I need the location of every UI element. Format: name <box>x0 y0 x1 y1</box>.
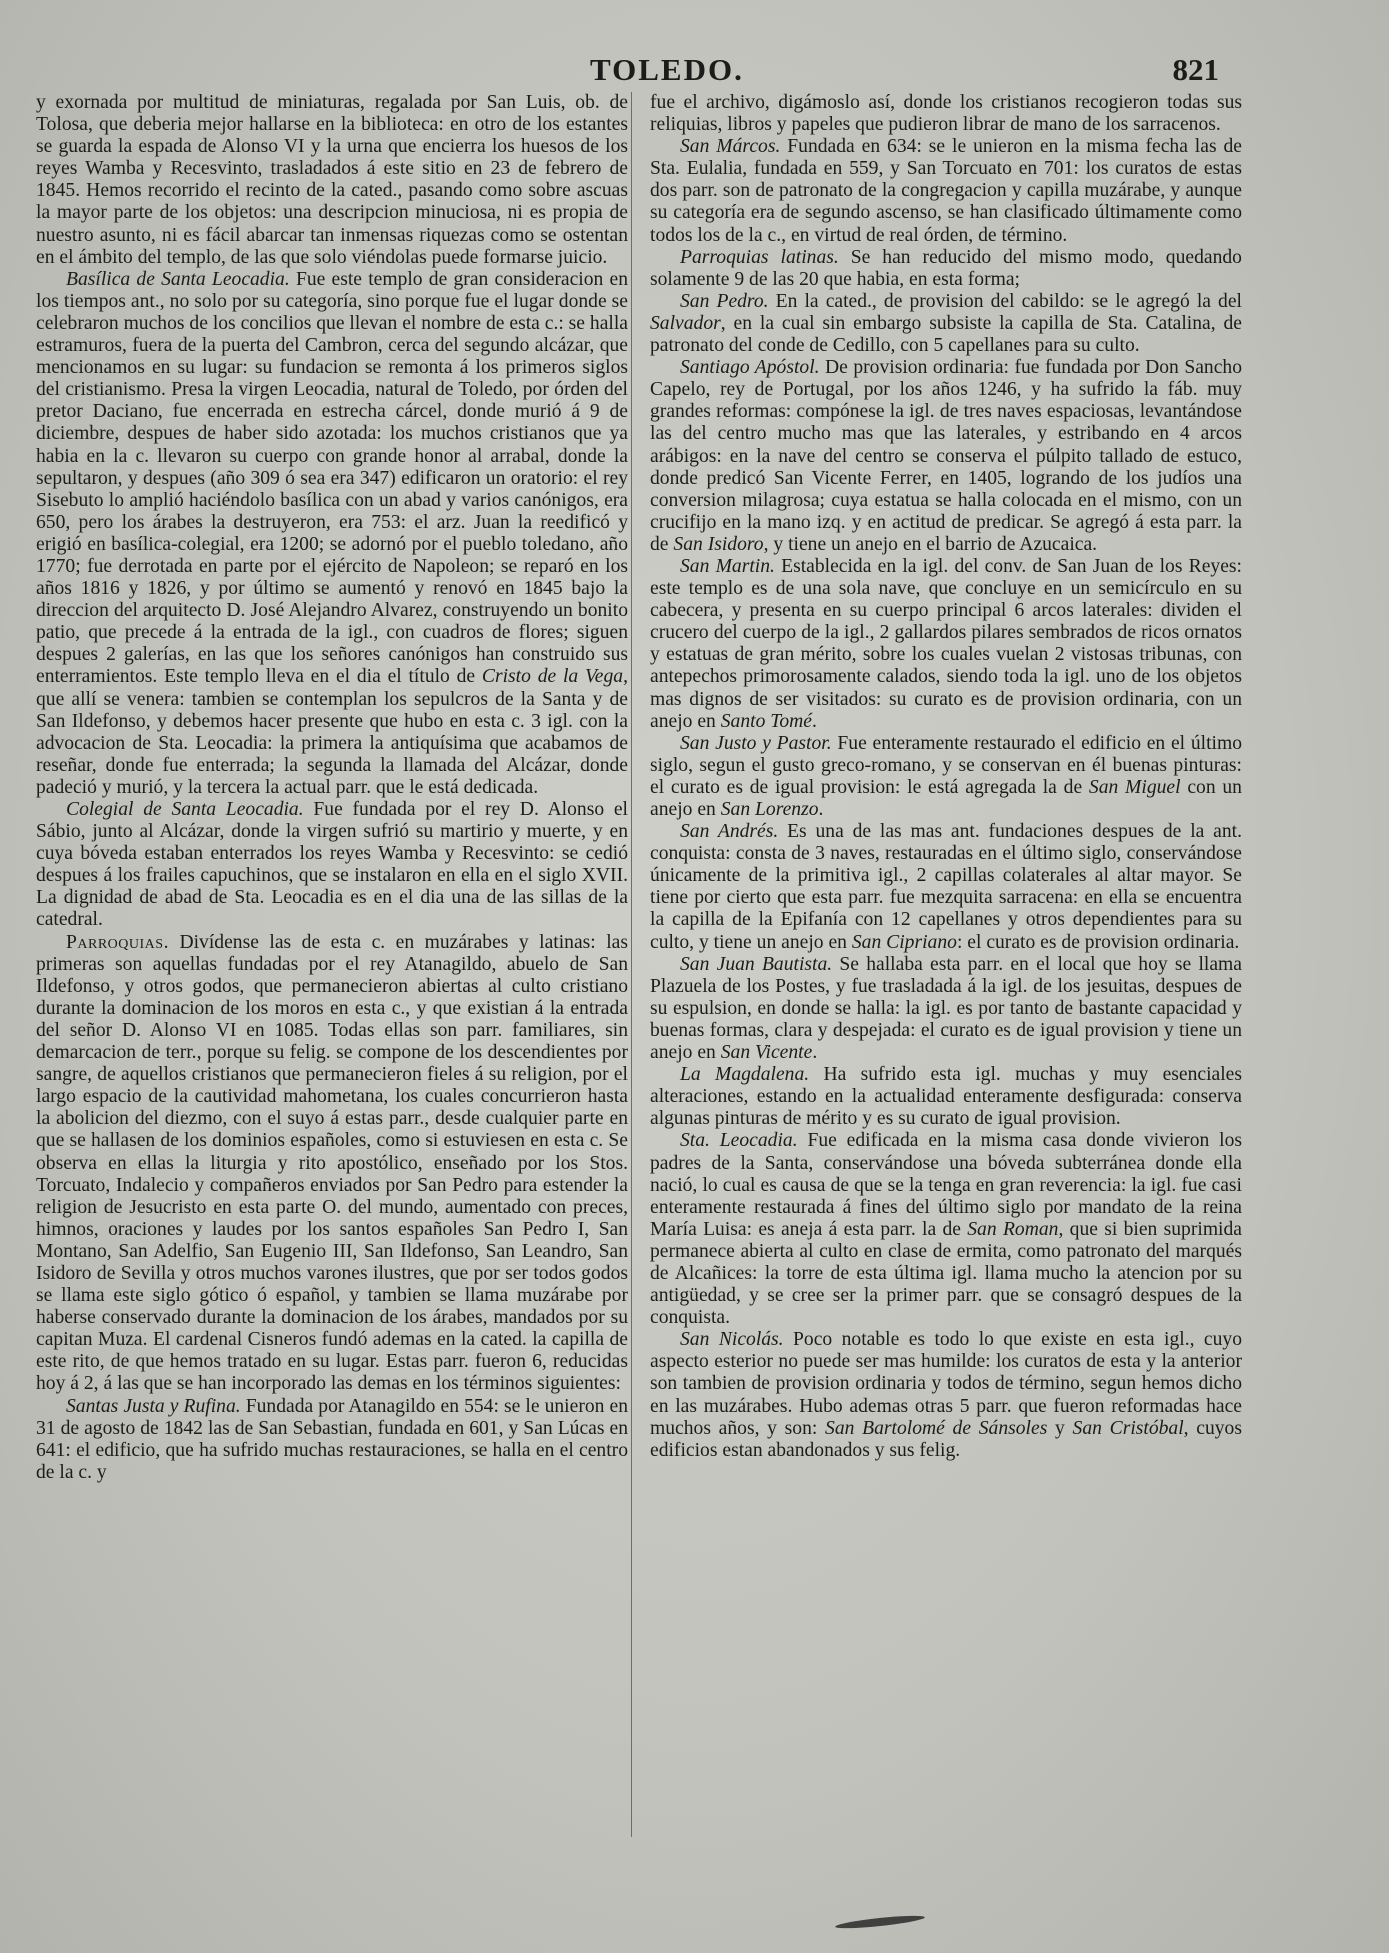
text-run: Fue fundada por el rey D. Alonso el Sábio, junto al Alcázar, donde la virgen sufrió su martirio y muerte, y en cuya bóveda estaban enterrados los reyes Wamba y Recesvinto: se cedió despues á los frailes capuchinos, que se instalaron en ella en el siglo XVII. La dignidad de abad de Sta. Leocadia es en el dia una de las sillas de la catedral. <box>36 799 628 931</box>
italic-run: Salvador <box>650 312 721 334</box>
italic-run: San Martin. <box>680 555 775 577</box>
text-run: , que allí se venera: tambien se contemplan los sepulcros de la Santa y de San Ildefonso, y debemos hacer presente que hubo en esta c. 3 igl. con la advocacion de Sta. Leocadia: la primera la antiquísima que acabamos de reseñar, donde fue enterrada; la segunda la llamada del Alcázar, donde padeció y murió, y la tercera la actual parr. que le está dedicada. <box>36 666 628 798</box>
paragraph <box>650 291 1242 357</box>
column-divider <box>631 92 632 1837</box>
text-run: . <box>818 799 824 820</box>
text-run: y <box>1047 1417 1073 1439</box>
paragraph <box>36 92 628 269</box>
italic-run: San Juan Bautista. <box>680 953 833 975</box>
text-run: Poco notable es todo lo que existe en esta igl., cuyo aspecto esterior no puede ser mas humilde: los curatos de esta y la anterior son tambien de provision ordinaria y todos de término, segun hemos dicho en las muzárabes. Hubo ademas otras 5 parr. que fueron reformadas hace muchos años, y son: <box>650 1329 1243 1439</box>
italic-run: San Cristóbal <box>1072 1417 1184 1439</box>
text-run: , cuyos edificios estan abandonados y sus felig. <box>650 1417 1242 1461</box>
paragraph <box>36 932 628 1396</box>
italic-run: Cristo de la Vega <box>481 666 624 688</box>
text-run: . <box>812 710 817 732</box>
text-run: Establecida en la igl. del conv. de San Juan de los Reyes: este templo es de una sola nave, que concluye en un semicírculo en su cabecera, y presenta en su cuerpo principal 6 arcos laterales: dividen el crucero del cuerpo de la igl., 2 gallardos pilares sembrados de ricos ornatos y estatuas de gran mérito, sobre los cuales vuelan 2 vistosas tribunas, con antepechos primorosamente calados, siendo toda la igl. uno de los objetos mas dignos de ser visitados: su curato es de provision ordinaria, con un anejo en <box>650 555 1242 732</box>
running-header <box>0 52 1389 96</box>
text-run: Ha sufrido esta igl. muchas y muy esenciales alteraciones, estando en la actualidad enteramente desfigurada: conserva algunas pinturas de mérito y es su curato de igual provision. <box>650 1064 1242 1130</box>
italic-run: San Márcos. <box>680 136 781 158</box>
paragraph <box>650 1329 1242 1462</box>
text-run: Se han reducido del mismo modo, quedando solamente 9 de las 20 que habia, en esta forma; <box>650 246 1242 290</box>
italic-run: San Pedro. <box>680 290 769 312</box>
italic-run: San Nicolás. <box>680 1329 784 1351</box>
text-run: fue el archivo, digámoslo así, donde los cristianos recogieron todas sus reliquias, libros y papeles que pudieron librar de mano de los sarracenos. <box>650 92 1242 136</box>
paragraph <box>650 92 1242 136</box>
paragraph <box>36 269 628 799</box>
text-run: Es una de las mas ant. fundaciones despues de la ant. conquista: consta de 3 naves, restauradas en el último siglo, conservándose únicamente de la primitiva igl., 2 capillas colaterales al altar mayor. Se tiene por cierto que esta parr. fue mezquita sarracena: en ella se encuentra la capilla de la Epifanía con 12 capellanes y otros dependientes para su culto, y tiene un anejo en <box>650 821 1242 953</box>
text-run: , y tiene un anejo en el barrio de Azucaica. <box>763 533 1098 555</box>
text-run: y exornada por multitud de miniaturas, regalada por San Luis, ob. de Tolosa, que deberia mejor hallarse en la biblioteca: en otro de los estantes se guarda la espada de Alonso VI y la urna que encierra los huesos de los reyes Wamba y Recesvinto, trasladados á este sitio en 23 de febrero de 1845. Hemos recorrido el recinto de la cated., pasando como sobre ascuas la mayor parte de los objetos: una descripcion minuciosa, ni es propia de nuestro asunto, ni es fácil abarcar tan inmensas riquezas como se ostentan en el ámbito del templo, de las que solo viéndolas puede formarse juicio. <box>36 92 628 268</box>
text-run: . <box>812 1042 818 1064</box>
page-title: TOLEDO. <box>590 52 744 87</box>
text-run: , en la cual sin embargo subsiste la capilla de Sta. Catalina, de patronato del conde de Cedillo, con 5 capellanes para su culto. <box>650 312 1242 357</box>
paragraph <box>650 357 1242 556</box>
text-run: : el curato es de provision ordinaria. <box>956 931 1240 953</box>
paragraph <box>650 1064 1242 1130</box>
text-run: Fue edificada en la misma casa donde vivieron los padres de la Santa, conservándose una bóveda subterránea donde ella nació, lo cual es causa de que se la tenga en gran reverencia: la igl. fue casi enteramente restaurada á fines del último siglo por mandato de la reina María Luisa: es aneja á esta parr. la de <box>650 1130 1243 1240</box>
text-run: Fue este templo de gran consideracion en los tiempos ant., no solo por su categoría, sino porque fue el lugar donde se celebraron muchos de los concilios que llevan el nombre de esta c.: se halla estramuros, fuera de la puerta del Cambron, cerca del segundo alcázar, que mencionamos en su lugar: su fundacion se remonta á los primeros siglos del cristianismo. Presa la virgen Leocadia, natural de Toledo, por órden del pretor Daciano, fue encerrada en estrecha cárcel, donde murió á 9 de diciembre, despues de haber sido azotada: los muchos cristianos que ya habia en la c. llevaron su cuerpo con grande honor al arrabal, donde la sepultaron, y despues (año 309 ó sea era 347) edificaron un oratorio: el rey Sisebuto lo amplió haciéndolo basílica con un abad y varios canónigos, era 650, pero los árabes la destruyeron, era 753: el arz. Juan la reedificó y erigió en basílica-colegial, era 1200; se adornó por el pueblo toledano, año 1770; fue derrotada en parte por el ejército de Napoleon; se reparó en los años 1816 y 1826, y por último se aumentó y renovó en 1845 bajo la direccion del arquitecto D. José Alejandro Alvarez, construyendo un bonito patio, que precede á la entrada de la igl., con cuadros de flores; siguen despues 2 galerías, en las que los señores canónigos han construido sus enterramientos. Este templo lleva en el dia el título de <box>36 268 628 688</box>
right-column <box>650 92 1242 1462</box>
text-run: En la cated., de provision del cabildo: se le agregó la del <box>768 290 1242 312</box>
italic-run: San Roman <box>967 1218 1059 1240</box>
italic-run: San Lorenzo <box>720 799 819 820</box>
text-run: Fundada en 634: se le unieron en la misma fecha las de Sta. Eulalia, fundada en 559, y San Torcuato en 701: los curatos de estas dos parr. son de patronato de la congregacion y capilla muzárabe, y aunque su categoría era de segundo ascenso, se han clasificado últimamente como todos los de la c., en virtud de real órden, de término. <box>650 136 1242 246</box>
paragraph <box>650 247 1242 291</box>
italic-run: Santas Justa y Rufina. <box>66 1395 241 1417</box>
text-run: De provision ordinaria: fue fundada por Don Sancho Capelo, rey de Portugal, por los años 1246, y ha sufrido la fáb. muy grandes reformas: compónese la igl. de tres naves espaciosas, levantándose las del centro mucho mas que las laterales, y estribando en 4 arcos arábigos: en la nave del centro se conserva el púlpito tallado de estuco, donde predicó San Vicente Ferrer, en 1405, logrando de los judíos una conversion milagrosa; cuya estatua se halla colocada en el mismo, con un crucifijo en la mano izq. y en actitud de predicar. Se agregó á esta parr. la de <box>650 357 1243 555</box>
italic-run: Basílica de Santa Leocadia. <box>66 268 290 290</box>
paragraph <box>36 799 628 932</box>
italic-run: San Bartolomé de Sánsoles <box>825 1417 1048 1439</box>
italic-run: San Andrés. <box>680 821 779 843</box>
italic-run: San Vicente <box>720 1042 813 1064</box>
ink-smudge <box>835 1913 925 1930</box>
paragraph <box>650 954 1242 1064</box>
paragraph <box>650 136 1242 246</box>
text-run: , que si bien suprimida permanece abierta al culto en clase de ermita, como patronato del marqués de Alcañices: la torre de esta última igl. llama mucho la atencion por su antigüedad, y se cree ser la primer parr. que se consagró despues de la conquista. <box>650 1218 1242 1329</box>
italic-run: San Justo y Pastor. <box>680 732 832 754</box>
italic-run: San Cipriano <box>851 931 957 953</box>
text-run: Se hallaba esta parr. en el local que hoy se llama Plazuela de los Postes, y fue trasladada á la igl. de los jesuitas, despues de su espulsion, en donde se halla: la igl. es por tanto de bastante capacidad y buenas formas, clara y despejada: el curato es de igual provision y tiene un anejo en <box>650 953 1242 1064</box>
text-run: Divídense las de esta c. en muzárabes y latinas: las primeras son aquellas fundadas por el rey Atanagildo, abuelo de San Ildefonso, y otros godos, que permanecieron abiertas al culto cristiano durante la dominacion de los moros en esta c., y que existian á la entrada del señor D. Alonso VI en 1085. Todas ellas son parr. familiares, sin demarcacion de terr., porque su felig. se compone de los descendientes por sangre, de aquellos cristianos que permanecieron fieles á su religion, por el largo espacio de la cautividad mahometana, los cuales concurrieron hasta la abolicion del diezmo, con el suyo á estas parr., desde cualquier parte en que se hallasen de los dominios españoles, como si estuviesen en esta c. Se observa en ellas la liturgia y rito apostólico, enseñado por los Stos. Torcuato, Indalecio y compañeros enviados por San Pedro para estender la religion de Jesucristo en esta parte O. del mundo, aumentado con preces, himnos, oraciones y laudes por los santos españoles San Pedro I, San Montano, San Adelfio, San Eugenio III, San Ildefonso, San Leandro, San Isidoro de Sevilla y otros muchos varones ilustres, que por ser todos godos se llama este siglo gótico ó español, y tambien se llama muzárabe por haberse conservado durante la dominacion de los árabes, mandados por su capitan Muza. El cardenal Cisneros fundó ademas en la cated. la capilla de este rito, de que hemos tratado en su lugar. Estas parr. fueron 6, reducidas hoy á 2, á las que se han incorporado las demas en los términos siguientes: <box>36 931 628 1395</box>
page-number: 821 <box>1172 52 1219 87</box>
paragraph <box>650 1130 1242 1329</box>
italic-run: Santiago Apóstol. <box>680 357 820 379</box>
left-column <box>36 92 628 1484</box>
italic-run: San Miguel <box>1088 776 1181 798</box>
paragraph <box>650 556 1242 733</box>
paragraph <box>650 821 1242 954</box>
italic-run: San Isidoro <box>673 533 764 555</box>
smallcaps-run: Parroquias. <box>66 931 169 953</box>
italic-run: Sta. Leocadia. <box>680 1130 798 1152</box>
paragraph <box>650 733 1242 821</box>
text-run: Fue enteramente restaurado el edificio en el último siglo, segun el gusto greco-romano, y se conservan en él buenas pinturas: el curato es de igual provision: le está agregada la de <box>650 732 1243 798</box>
italic-run: Colegial de Santa Leocadia. <box>66 799 304 820</box>
text-run: con un anejo en <box>650 776 1242 820</box>
text-run: Fundada por Atanagildo en 554: se le unieron en 31 de agosto de 1842 las de San Sebastian, fundada en 601, y San Lúcas en 641: el edificio, que ha sufrido muchas restauraciones, se halla en el centro de la c. y <box>36 1395 628 1483</box>
italic-run: La Magdalena. <box>680 1064 810 1086</box>
paragraph <box>36 1396 628 1484</box>
italic-run: Parroquias latinas. <box>680 246 839 268</box>
italic-run: Santo Tomé <box>720 710 813 732</box>
